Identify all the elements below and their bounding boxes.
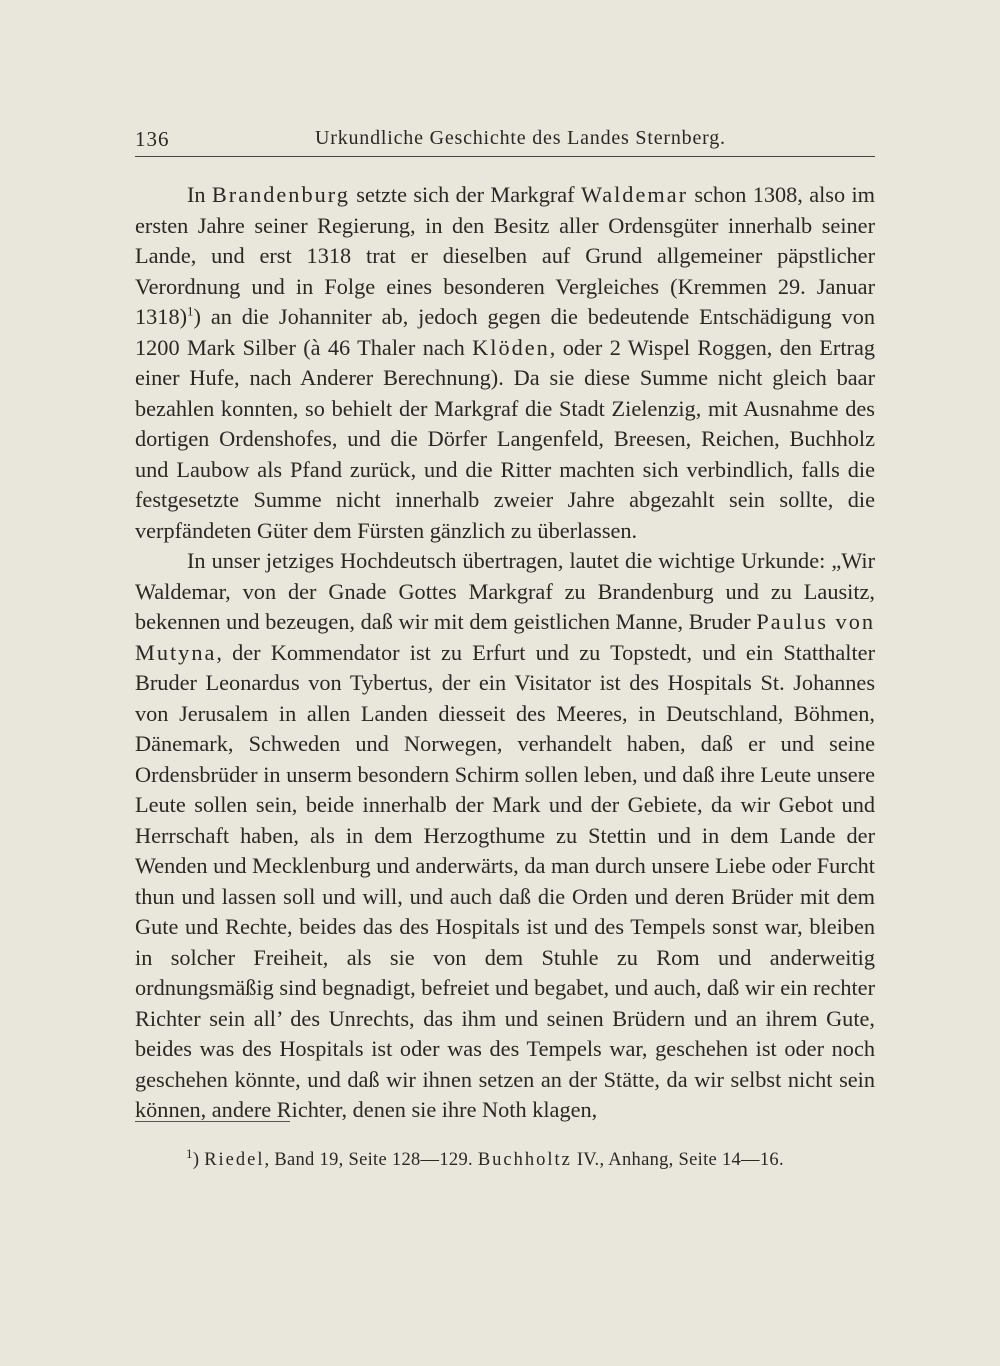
emphasis-author: Klöden (472, 334, 550, 360)
header-rule (135, 156, 875, 157)
footnote-text: IV., Anhang, Seite 14—16. (571, 1150, 784, 1170)
emphasis-name: Paulus von Mutyna (135, 609, 875, 665)
text-run: setzte sich der Markgraf (349, 182, 581, 207)
footnote-marker: 1 (186, 1145, 193, 1161)
paragraph-2 (135, 546, 875, 1126)
footnote-text: , Band 19, Seite 128—129. (264, 1150, 478, 1170)
footnote-author-2: Buchholtz (477, 1150, 572, 1170)
emphasis-place: Brandenburg (211, 182, 350, 207)
footnote: $^1$) Riedel, Band 19, Seite 128—129. Buchholtz IV., Anhang, Seite 14—16. (186, 1145, 784, 1170)
text-run: , oder 2 Wispel Roggen, den Ertrag einer Hufe, nach Anderer Berechnung). Da sie diese Summe nicht gleich baar bezahlen konnten, so behielt der Markgraf die Stadt Zielenzig, mit Ausnahme des dortigen Ordenshofes, und die Dörfer Langenfeld, Breesen, Reichen, Buchholz und Laubow als Pfand zurück, und die Ritter machten sich verbindlich, falls die festgesetzte Summe nicht innerhalb zweier Jahre abgezahlt sein sollte, die verpfändeten Güter dem Fürsten gänzlich zu überlassen. (135, 334, 875, 543)
running-title: Urkundliche Geschichte des Landes Sternberg. (315, 127, 726, 149)
page-number: 136 (135, 127, 170, 151)
footnote-rule (135, 1121, 290, 1122)
text-run: In unser jetziges Hochdeutsch übertragen, lautet die wichtige Urkunde: „Wir Waldemar, von der Gnade Gottes Markgraf zu Brandenburg und zu Lausitz, bekennen und bezeugen, daß wir mit dem geistlichen Manne, Bruder (135, 548, 875, 634)
text-run: In (187, 182, 212, 207)
paragraph-1 (135, 180, 875, 546)
emphasis-name: Waldemar (580, 182, 689, 207)
text-run: schon 1308, also im ersten Jahre seiner Regierung, in den Besitz aller Ordensgüter innerhalb seiner Lande, und erst 1318 trat er dieselben auf Grund allgemeiner päpstlicher Verordnung und in Folge eines besonderen Vergleiches (Kremmen 29. Januar 1318) (135, 182, 875, 329)
text-run: ) an die Johanniter ab, jedoch gegen die bedeutende Entschädigung von 1200 Mark Silber (à 46 Thaler nach (135, 304, 875, 360)
text-run: , der Kommendator ist zu Erfurt und zu Topstedt, und ein Statthalter Bruder Leonardus von Tybertus, der ein Visitator ist des Hospitals St. Johannes von Jerusalem in allen Landen diesseit des Meeres, in Deutschland, Böhmen, Dänemark, Schweden und Norwegen, verhandelt haben, daß er und seine Ordensbrüder in unserm besondern Schirm sollen leben, und daß ihre Leute unsere Leute sollen sein, beide innerhalb der Mark und der Gebiete, da wir Gebot und Herrschaft haben, als in dem Herzogthume zu Stettin und in dem Lande der Wenden und Mecklenburg und anderwärts, da man durch unsere Liebe oder Furcht thun und lassen soll und will, und auch daß die Orden und deren Brüder mit dem Gute und Rechte, beides das des Hospitals ist und des Tempels sonst war, bleiben in solcher Freiheit, als sie von dem Stuhle zu Rom und anderweitig ordnungsmäßig sind begnadigt, befreiet und begabet, und auch, daß wir ein rechter Richter sein all’ des Unrechts, das ihm und seinen Brüdern und an ihrem Gute, beides was des Hospitals ist oder was des Tempels war, geschehen ist oder noch geschehen könnte, und daß wir ihnen setzen an der Stätte, da wir selbst nicht sein können, andere Richter, denen sie ihre Noth klagen, (135, 639, 875, 1122)
footnote-reference: 1 (187, 303, 194, 319)
footnote-author: Riedel (204, 1150, 265, 1170)
body-text (135, 180, 875, 1126)
page-header (135, 123, 875, 157)
